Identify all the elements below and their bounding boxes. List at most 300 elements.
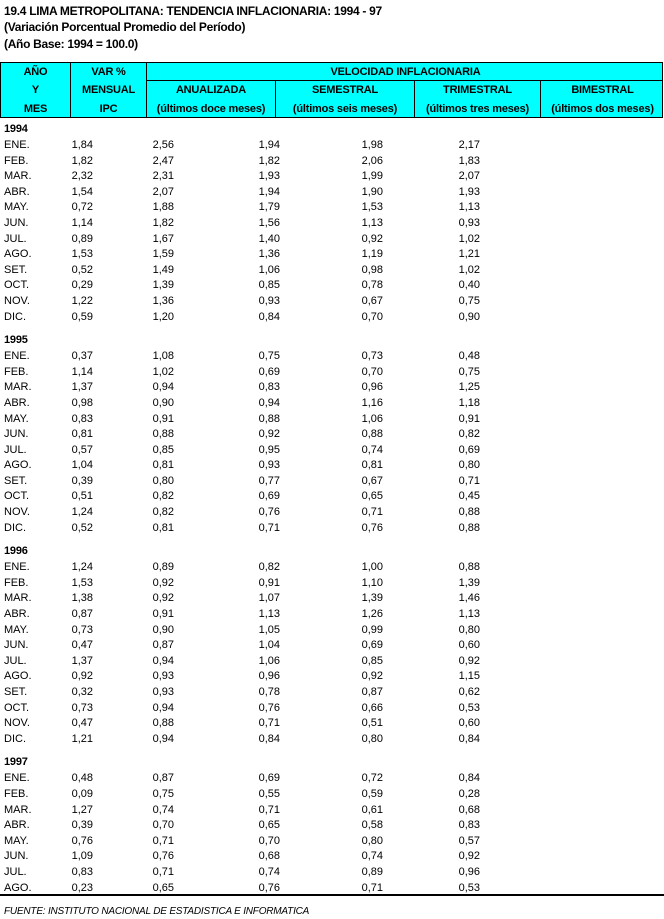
trimestral-cell: 1,13: [361, 216, 383, 229]
bimestral-cell: 0,88: [458, 561, 480, 574]
semestral-cell: 0,91: [258, 576, 280, 589]
header-trimestral-note: (últimos tres meses): [426, 103, 529, 115]
semestral-cell: 0,76: [258, 881, 280, 894]
anualizada-cell: 1,08: [152, 350, 174, 363]
bimestral-cell: 2,07: [458, 170, 480, 183]
base-year-note: (Año Base: 1994 = 100.0): [4, 37, 138, 51]
var-mensual-cell: 1,14: [71, 216, 93, 229]
header-semestral: SEMESTRAL: [311, 84, 379, 96]
trimestral-cell: 0,61: [361, 803, 383, 816]
table-row: [0, 263, 664, 279]
semestral-cell: 0,71: [258, 521, 280, 534]
var-mensual-cell: 1,24: [71, 561, 93, 574]
table-row: [0, 278, 664, 294]
semestral-cell: 0,84: [258, 732, 280, 745]
table-row: [0, 427, 664, 443]
var-mensual-cell: 0,32: [71, 686, 93, 698]
var-mensual-cell: 0,52: [71, 521, 93, 534]
var-mensual-cell: 0,39: [71, 474, 93, 487]
trimestral-cell: 0,92: [361, 232, 383, 245]
bimestral-cell: 0,68: [458, 803, 480, 816]
bimestral-cell: 0,53: [458, 701, 480, 714]
header-var-1: VAR %: [91, 66, 126, 78]
month-cell: DIC.: [4, 310, 26, 323]
year-label: 1996: [4, 545, 28, 558]
bimestral-cell: 0,90: [458, 310, 480, 323]
bimestral-cell: 0,28: [458, 787, 480, 800]
bimestral-cell: 0,57: [458, 834, 480, 847]
trimestral-cell: 0,58: [361, 819, 383, 832]
trimestral-cell: 1,98: [361, 139, 383, 151]
anualizada-cell: 2,07: [152, 185, 174, 198]
semestral-cell: 1,07: [258, 592, 280, 605]
semestral-cell: 0,76: [258, 701, 280, 714]
bimestral-cell: 0,71: [458, 474, 480, 487]
table-row: [0, 310, 664, 326]
table-row: [0, 849, 664, 865]
semestral-cell: 0,69: [258, 772, 280, 785]
bimestral-cell: 0,80: [458, 459, 480, 472]
anualizada-cell: 0,71: [152, 865, 174, 878]
bimestral-cell: 0,62: [458, 686, 480, 698]
anualizada-cell: 0,81: [152, 459, 174, 472]
anualizada-cell: 2,47: [152, 154, 174, 167]
table-row: [0, 247, 664, 263]
month-cell: OCT.: [4, 701, 30, 714]
semestral-cell: 0,93: [258, 459, 280, 472]
var-mensual-cell: 0,83: [71, 412, 93, 425]
trimestral-cell: 0,71: [361, 881, 383, 894]
trimestral-cell: 0,85: [361, 654, 383, 667]
anualizada-cell: 1,39: [152, 279, 174, 292]
month-cell: SET.: [4, 263, 28, 276]
table-row: [0, 654, 664, 670]
trimestral-cell: 0,74: [361, 850, 383, 863]
semestral-cell: 0,74: [258, 865, 280, 878]
month-cell: MAY.: [4, 623, 29, 636]
trimestral-cell: 0,88: [361, 428, 383, 441]
semestral-cell: 0,70: [258, 834, 280, 847]
bimestral-cell: 0,84: [458, 772, 480, 785]
semestral-cell: 1,79: [258, 201, 280, 214]
month-cell: JUN.: [4, 850, 29, 863]
table-row: [0, 380, 664, 396]
bottom-rule: [0, 894, 664, 896]
month-cell: NOV.: [4, 717, 30, 730]
var-mensual-cell: 0,09: [71, 787, 93, 800]
trimestral-cell: 0,67: [361, 294, 383, 307]
var-mensual-cell: 1,54: [71, 185, 93, 198]
month-cell: AGO.: [4, 459, 32, 472]
bimestral-cell: 0,88: [458, 506, 480, 519]
month-cell: NOV.: [4, 294, 30, 307]
anualizada-cell: 1,02: [152, 365, 174, 378]
table-row: [0, 716, 664, 732]
anualizada-cell: 0,91: [152, 608, 174, 621]
month-cell: JUL.: [4, 865, 27, 878]
trimestral-cell: 1,99: [361, 170, 383, 183]
table-row: [0, 216, 664, 232]
header-var-3: IPC: [99, 103, 118, 115]
bimestral-cell: 2,17: [458, 139, 480, 151]
anualizada-cell: 0,94: [152, 654, 174, 667]
month-cell: MAR.: [4, 803, 32, 816]
header-semestral-note: (últimos seis meses): [292, 103, 398, 115]
var-mensual-cell: 1,37: [71, 381, 93, 394]
bimestral-cell: 0,83: [458, 819, 480, 832]
var-mensual-cell: 0,92: [71, 670, 93, 683]
var-mensual-cell: 1,21: [71, 732, 93, 745]
semestral-cell: 0,69: [258, 490, 280, 503]
table-row: [0, 607, 664, 623]
var-mensual-cell: 1,24: [71, 506, 93, 519]
semestral-cell: 0,71: [258, 803, 280, 816]
anualizada-cell: 1,36: [152, 294, 174, 307]
trimestral-cell: 0,74: [361, 443, 383, 456]
month-cell: SET.: [4, 474, 28, 487]
anualizada-cell: 0,70: [152, 819, 174, 832]
bimestral-cell: 0,40: [458, 279, 480, 292]
anualizada-cell: 0,90: [152, 396, 174, 409]
anualizada-cell: 1,88: [152, 201, 174, 214]
table-row: [0, 732, 664, 748]
trimestral-cell: 1,10: [361, 576, 383, 589]
bimestral-cell: 0,88: [458, 521, 480, 534]
var-mensual-cell: 1,82: [71, 154, 93, 167]
month-cell: ABR.: [4, 608, 30, 621]
bimestral-cell: 1,13: [458, 201, 480, 214]
trimestral-cell: 0,81: [361, 459, 383, 472]
semestral-cell: 0,88: [258, 412, 280, 425]
anualizada-cell: 0,92: [152, 576, 174, 589]
var-mensual-cell: 0,73: [71, 623, 93, 636]
var-mensual-cell: 0,87: [71, 608, 93, 621]
table-row: [0, 412, 664, 428]
table-row: [0, 591, 664, 607]
bimestral-cell: 1,13: [458, 608, 480, 621]
month-cell: JUL.: [4, 443, 27, 456]
trimestral-cell: 1,39: [361, 592, 383, 605]
anualizada-cell: 1,59: [152, 248, 174, 261]
semestral-cell: 0,96: [258, 670, 280, 683]
trimestral-cell: 0,98: [361, 263, 383, 276]
trimestral-cell: 0,66: [361, 701, 383, 714]
bimestral-cell: 0,53: [458, 881, 480, 894]
bimestral-cell: 0,80: [458, 623, 480, 636]
bimestral-cell: 1,83: [458, 154, 480, 167]
trimestral-cell: 0,96: [361, 381, 383, 394]
trimestral-cell: 0,51: [361, 717, 383, 730]
bimestral-cell: 0,92: [458, 850, 480, 863]
var-mensual-cell: 1,22: [71, 294, 93, 307]
bimestral-cell: 1,15: [458, 670, 480, 683]
month-cell: JUL.: [4, 654, 27, 667]
anualizada-cell: 0,65: [152, 881, 174, 894]
var-mensual-cell: 0,48: [71, 772, 93, 785]
table-header: [0, 62, 663, 118]
table-row: [0, 771, 664, 787]
month-cell: ENE.: [4, 772, 30, 785]
table-row: [0, 685, 664, 701]
bimestral-cell: 0,45: [458, 490, 480, 503]
anualizada-cell: 0,87: [152, 639, 174, 652]
month-cell: JUN.: [4, 428, 29, 441]
var-mensual-cell: 1,53: [71, 248, 93, 261]
table-row: [0, 349, 664, 365]
trimestral-cell: 1,53: [361, 201, 383, 214]
semestral-cell: 0,55: [258, 787, 280, 800]
header-bimestral-note: (últimos dos meses): [551, 103, 654, 115]
header-anualizada-note: (últimos doce meses): [156, 103, 266, 115]
header-year-2: Y: [31, 84, 40, 96]
semestral-cell: 0,68: [258, 850, 280, 863]
anualizada-cell: 0,75: [152, 787, 174, 800]
bimestral-cell: 1,18: [458, 396, 480, 409]
anualizada-cell: 0,87: [152, 772, 174, 785]
bimestral-cell: 0,60: [458, 717, 480, 730]
var-mensual-cell: 0,59: [71, 310, 93, 323]
header-year-1: AÑO: [23, 66, 48, 78]
anualizada-cell: 0,94: [152, 701, 174, 714]
month-cell: DIC.: [4, 732, 26, 745]
semestral-cell: 1,94: [258, 185, 280, 198]
bimestral-cell: 0,93: [458, 216, 480, 229]
var-mensual-cell: 0,83: [71, 865, 93, 878]
month-cell: ABR.: [4, 185, 30, 198]
var-mensual-cell: 1,04: [71, 459, 93, 472]
anualizada-cell: 0,82: [152, 506, 174, 519]
year-label: 1997: [4, 756, 28, 769]
trimestral-cell: 0,80: [361, 834, 383, 847]
month-cell: SET.: [4, 686, 28, 698]
month-cell: OCT.: [4, 279, 30, 292]
var-mensual-cell: 1,27: [71, 803, 93, 816]
bimestral-cell: 0,96: [458, 865, 480, 878]
var-mensual-cell: 1,09: [71, 850, 93, 863]
bimestral-cell: 0,75: [458, 365, 480, 378]
header-var-2: MENSUAL: [82, 84, 135, 96]
trimestral-cell: 2,06: [361, 154, 383, 167]
semestral-cell: 1,93: [258, 170, 280, 183]
month-cell: AGO.: [4, 881, 32, 894]
var-mensual-cell: 1,14: [71, 365, 93, 378]
table-subtitle: (Variación Porcentual Promedio del Período): [4, 20, 246, 34]
anualizada-cell: 0,91: [152, 412, 174, 425]
trimestral-cell: 0,65: [361, 490, 383, 503]
semestral-cell: 0,95: [258, 443, 280, 456]
trimestral-cell: 0,99: [361, 623, 383, 636]
anualizada-cell: 0,81: [152, 521, 174, 534]
table-row: [0, 169, 664, 185]
trimestral-cell: 0,89: [361, 865, 383, 878]
month-cell: AGO.: [4, 670, 32, 683]
var-mensual-cell: 0,72: [71, 201, 93, 214]
month-cell: FEB.: [4, 787, 29, 800]
trimestral-cell: 1,00: [361, 561, 383, 574]
bimestral-cell: 0,91: [458, 412, 480, 425]
month-cell: ENE.: [4, 350, 30, 363]
table-row: [0, 505, 664, 521]
semestral-cell: 1,94: [258, 139, 280, 151]
header-group: VELOCIDAD INFLACIONARIA: [330, 66, 481, 78]
trimestral-cell: 0,80: [361, 732, 383, 745]
bimestral-cell: 1,21: [458, 248, 480, 261]
month-cell: FEB.: [4, 154, 29, 167]
month-cell: MAY.: [4, 201, 29, 214]
table-row: [0, 818, 664, 834]
table-row: [0, 294, 664, 310]
var-mensual-cell: 0,47: [71, 717, 93, 730]
table-body: [0, 120, 664, 896]
header-bimestral: BIMESTRAL: [571, 84, 634, 96]
semestral-cell: 0,92: [258, 428, 280, 441]
anualizada-cell: 1,67: [152, 232, 174, 245]
semestral-cell: 0,71: [258, 717, 280, 730]
var-mensual-cell: 0,73: [71, 701, 93, 714]
month-cell: AGO.: [4, 248, 32, 261]
month-cell: MAR.: [4, 592, 32, 605]
semestral-cell: 1,40: [258, 232, 280, 245]
trimestral-cell: 0,92: [361, 670, 383, 683]
anualizada-cell: 0,89: [152, 561, 174, 574]
table-row: [0, 623, 664, 639]
var-mensual-cell: 0,47: [71, 639, 93, 652]
bimestral-cell: 0,60: [458, 639, 480, 652]
anualizada-cell: 0,80: [152, 474, 174, 487]
trimestral-cell: 0,69: [361, 639, 383, 652]
semestral-cell: 0,76: [258, 506, 280, 519]
month-cell: MAR.: [4, 381, 32, 394]
var-mensual-cell: 0,57: [71, 443, 93, 456]
trimestral-cell: 0,70: [361, 365, 383, 378]
month-cell: ENE.: [4, 139, 30, 151]
var-mensual-cell: 0,29: [71, 279, 93, 292]
source-note: FUENTE: INSTITUTO NACIONAL DE ESTADISTICA E INFORMATICA: [4, 906, 310, 917]
anualizada-cell: 0,88: [152, 717, 174, 730]
var-mensual-cell: 1,53: [71, 576, 93, 589]
anualizada-cell: 2,56: [152, 139, 174, 151]
month-cell: JUN.: [4, 216, 29, 229]
semestral-cell: 1,05: [258, 623, 280, 636]
anualizada-cell: 0,76: [152, 850, 174, 863]
bimestral-cell: 0,82: [458, 428, 480, 441]
table-row: [0, 443, 664, 459]
table-row: [0, 489, 664, 505]
anualizada-cell: 0,90: [152, 623, 174, 636]
semestral-cell: 1,82: [258, 154, 280, 167]
table-row: [0, 458, 664, 474]
table-row: [0, 200, 664, 216]
bimestral-cell: 1,93: [458, 185, 480, 198]
table-row: [0, 232, 664, 248]
header-anualizada: ANUALIZADA: [175, 84, 247, 96]
table-row: [0, 521, 664, 537]
anualizada-cell: 1,82: [152, 216, 174, 229]
anualizada-cell: 0,82: [152, 490, 174, 503]
bimestral-cell: 0,69: [458, 443, 480, 456]
trimestral-cell: 1,90: [361, 185, 383, 198]
table-row: [0, 396, 664, 412]
table-row: [0, 787, 664, 803]
table-row: [0, 560, 664, 576]
trimestral-cell: 0,67: [361, 474, 383, 487]
anualizada-cell: 0,88: [152, 428, 174, 441]
semestral-cell: 0,69: [258, 365, 280, 378]
var-mensual-cell: 0,52: [71, 263, 93, 276]
bimestral-cell: 1,39: [458, 576, 480, 589]
semestral-cell: 0,94: [258, 396, 280, 409]
semestral-cell: 0,77: [258, 474, 280, 487]
header-year-3: MES: [23, 103, 48, 115]
semestral-cell: 0,83: [258, 381, 280, 394]
table-row: [0, 638, 664, 654]
table-row: [0, 185, 664, 201]
trimestral-cell: 0,70: [361, 310, 383, 323]
month-cell: ABR.: [4, 819, 30, 832]
anualizada-cell: 1,20: [152, 310, 174, 323]
trimestral-cell: 0,87: [361, 686, 383, 698]
month-cell: MAY.: [4, 412, 29, 425]
semestral-cell: 1,06: [258, 263, 280, 276]
anualizada-cell: 0,85: [152, 443, 174, 456]
anualizada-cell: 1,49: [152, 263, 174, 276]
semestral-cell: 1,04: [258, 639, 280, 652]
bimestral-cell: 1,02: [458, 263, 480, 276]
anualizada-cell: 0,71: [152, 834, 174, 847]
trimestral-cell: 1,19: [361, 248, 383, 261]
bimestral-cell: 1,46: [458, 592, 480, 605]
table-row: [0, 154, 664, 170]
semestral-cell: 0,93: [258, 294, 280, 307]
table-row: [0, 365, 664, 381]
var-mensual-cell: 1,38: [71, 592, 93, 605]
anualizada-cell: 0,74: [152, 803, 174, 816]
month-cell: JUL.: [4, 232, 27, 245]
trimestral-cell: 0,78: [361, 279, 383, 292]
header-trimestral: TRIMESTRAL: [443, 84, 512, 96]
trimestral-cell: 0,71: [361, 506, 383, 519]
bimestral-cell: 1,02: [458, 232, 480, 245]
table-title: 19.4 LIMA METROPOLITANA: TENDENCIA INFLACIONARIA: 1994 - 97: [4, 4, 382, 18]
anualizada-cell: 0,92: [152, 592, 174, 605]
table-row: [0, 834, 664, 850]
month-cell: JUN.: [4, 639, 29, 652]
month-cell: ENE.: [4, 561, 30, 574]
anualizada-cell: 0,94: [152, 381, 174, 394]
bimestral-cell: 1,25: [458, 381, 480, 394]
table-row: [0, 669, 664, 685]
year-label: 1995: [4, 334, 28, 347]
table-row: [0, 803, 664, 819]
semestral-cell: 1,56: [258, 216, 280, 229]
month-cell: DIC.: [4, 521, 26, 534]
trimestral-cell: 0,76: [361, 521, 383, 534]
bimestral-cell: 0,92: [458, 654, 480, 667]
month-cell: FEB.: [4, 365, 29, 378]
table-row: [0, 865, 664, 881]
var-mensual-cell: 0,51: [71, 490, 93, 503]
trimestral-cell: 1,16: [361, 396, 383, 409]
semestral-cell: 0,85: [258, 279, 280, 292]
var-mensual-cell: 2,32: [71, 170, 93, 183]
anualizada-cell: 0,93: [152, 686, 174, 698]
table-row: [0, 474, 664, 490]
trimestral-cell: 1,26: [361, 608, 383, 621]
anualizada-cell: 0,94: [152, 732, 174, 745]
semestral-cell: 0,78: [258, 686, 280, 698]
var-mensual-cell: 0,23: [71, 881, 93, 894]
trimestral-cell: 1,06: [361, 412, 383, 425]
